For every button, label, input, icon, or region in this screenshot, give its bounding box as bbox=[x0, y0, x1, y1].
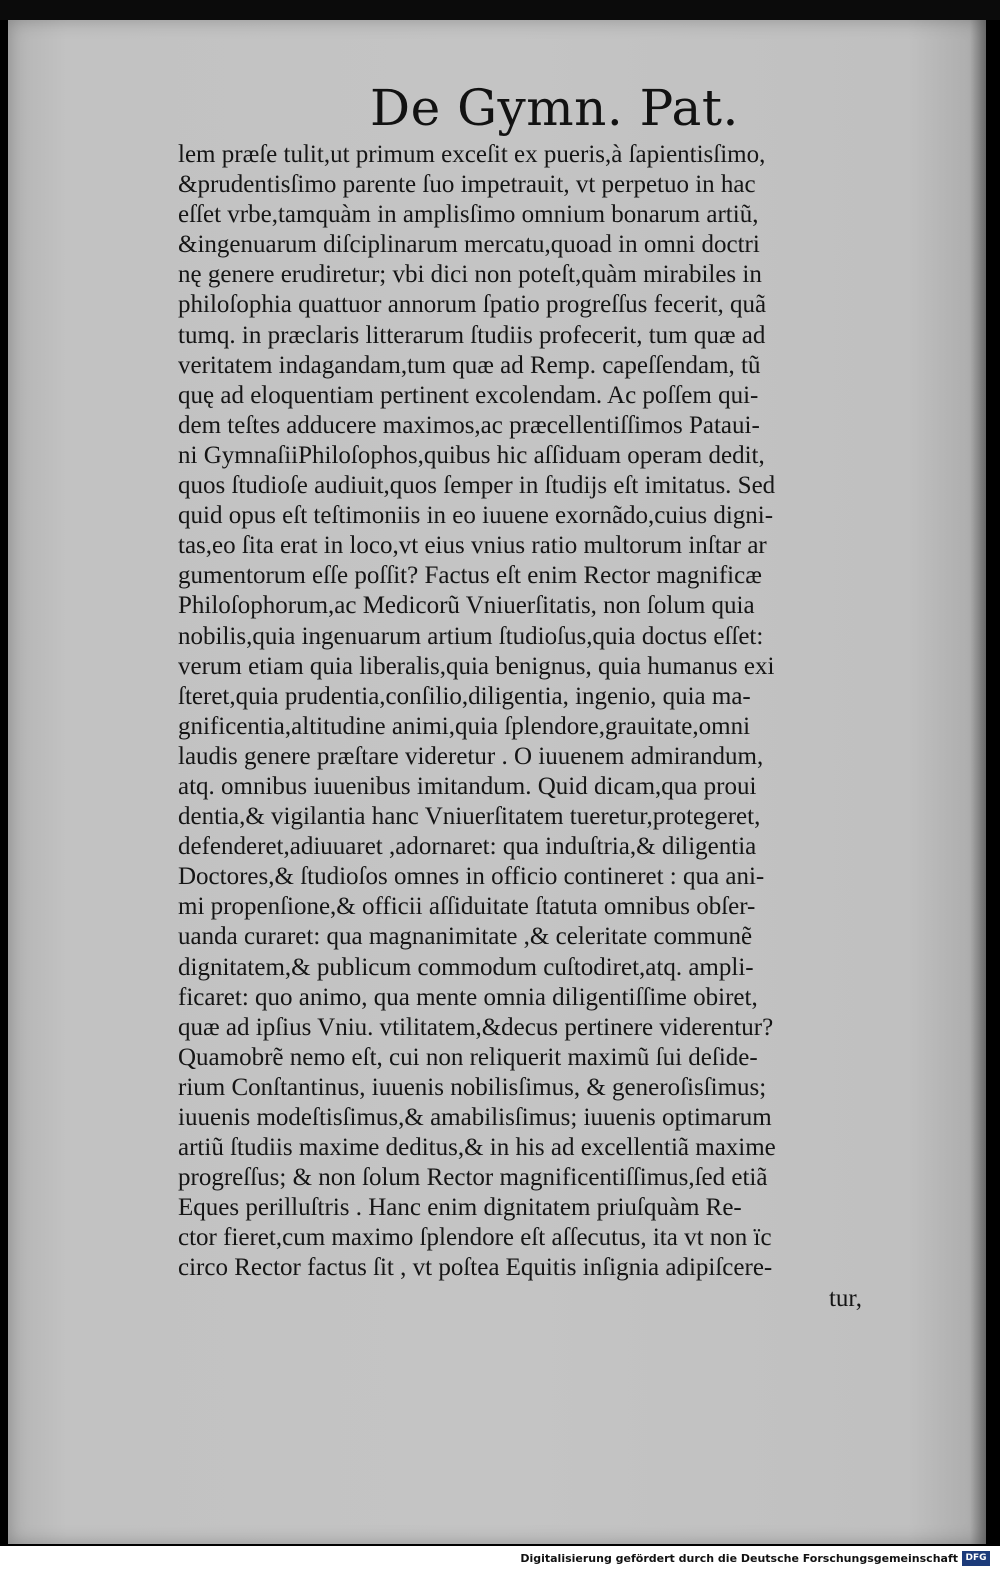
body-text bbox=[178, 140, 888, 1314]
text-line: atq. omnibus iuuenibus imitandum. Quid dicam,qua proui bbox=[178, 772, 757, 800]
text-line: gnificentia,altitudine animi,quia ſplendore,grauitate,omni bbox=[178, 712, 751, 740]
text-line: gumentorum eſſe poſſit? Factus eſt enim Rector magnificæ bbox=[178, 562, 762, 590]
dfg-logo-icon: DFG bbox=[962, 1551, 990, 1566]
text-line: ctor fieret,cum maximo ſplendore eſt aſſecutus, ita vt non ïc bbox=[178, 1224, 772, 1252]
text-line: nobilis,quia ingenuarum artium ſtudioſus,quia doctus eſſet: bbox=[178, 622, 764, 650]
text-line: uanda curaret: qua magnanimitate ,& celeritate communẽ bbox=[178, 923, 753, 951]
text-line: quæ ad ipſius Vniu. vtilitatem,&decus pertinere viderentur? bbox=[178, 1013, 774, 1041]
text-line: Eques perilluſtris . Hanc enim dignitatem priuſquàm Re- bbox=[178, 1194, 742, 1222]
text-line: quid opus eſt teſtimoniis in eo iuuene exornãdo,cuius digni- bbox=[178, 502, 774, 530]
text-line: Doctores,& ſtudioſos omnes in officio contineret : qua ani- bbox=[178, 863, 765, 891]
text-line: circo Rector factus ſit , vt poſtea Equitis inſignia adipiſcere- bbox=[178, 1254, 773, 1282]
text-line: Philoſophorum,ac Medicorũ Vniuerſitatis, non ſolum quia bbox=[178, 592, 755, 620]
text-line: ni GymnaſiiPhiloſophos,quibus hic aſſiduam operam dedit, bbox=[178, 441, 765, 469]
text-line: mi propenſione,& officii aſſiduitate ſtatuta omnibus obſer- bbox=[178, 893, 756, 921]
text-line: eſſet vrbe,tamquàm in amplisſimo omnium bonarum artiũ, bbox=[178, 201, 759, 229]
text-line: quę ad eloquentiam pertinent excolendam. Ac poſſem qui- bbox=[178, 381, 759, 409]
text-line: defenderet,adiuuaret ,adornaret: qua induſtria,& diligentia bbox=[178, 833, 757, 861]
scan-top-edge bbox=[0, 0, 1000, 20]
text-line: ſteret,quia prudentia,conſilio,diligentia, ingenio, quia ma- bbox=[178, 682, 751, 710]
text-line: rium Conſtantinus, iuuenis nobilisſimus, & generoſisſimus; bbox=[178, 1073, 767, 1101]
text-line: &prudentisſimo parente ſuo impetrauit, vt perpetuo in hac bbox=[178, 171, 756, 199]
text-line: &ingenuarum diſciplinarum mercatu,quoad in omni doctri bbox=[178, 231, 760, 259]
text-line: veritatem indagandam,tum quæ ad Remp. capeſſendam, tũ bbox=[178, 351, 761, 379]
text-line: dignitatem,& publicum commodum cuſtodiret,atq. ampli- bbox=[178, 953, 754, 981]
text-line: tas,eo ſita erat in loco,vt eius vnius ratio multorum inſtar ar bbox=[178, 532, 767, 560]
text-line: philoſophia quattuor annorum ſpatio progreſſus fecerit, quã bbox=[178, 291, 767, 319]
footer-credit: Digitalisierung gefördert durch die Deutsche Forschungsgemeinschaft bbox=[520, 1552, 958, 1565]
text-line: iuuenis modeſtisſimus,& amabilisſimus; iuuenis optimarum bbox=[178, 1104, 772, 1131]
text-line: verum etiam quia liberalis,quia benignus, quia humanus exi bbox=[178, 652, 775, 680]
text-line: nę genere erudiretur; vbi dici non poteſt,quàm mirabiles in bbox=[178, 261, 762, 289]
text-line: quos ſtudioſe audiuit,quos ſemper in ſtudijs eſt imitatus. Sed bbox=[178, 472, 776, 500]
running-head: De Gymn. Pat. bbox=[370, 79, 739, 137]
text-line: laudis genere præſtare videretur . O iuuenem admirandum, bbox=[178, 742, 764, 770]
catchword: tur, bbox=[828, 1284, 862, 1312]
text-line: Quamobrẽ nemo eſt, cui non reliquerit maximũ ſui deſide- bbox=[178, 1043, 758, 1071]
text-line: dem teſtes adducere maximos,ac præcellentiſſimos Pataui- bbox=[178, 411, 760, 439]
text-line: tumq. in præclaris litterarum ſtudiis profecerit, tum quæ ad bbox=[178, 321, 766, 349]
text-line: artiũ ſtudiis maxime deditus,& in his ad excellentiã maxime bbox=[178, 1134, 776, 1162]
text-line: dentia,& vigilantia hanc Vniuerſitatem tueretur,protegeret, bbox=[178, 803, 761, 831]
text-line: lem præſe tulit,ut primum exceſit ex pueris,à ſapientisſimo, bbox=[178, 141, 766, 168]
text-line: ficaret: quo animo, qua mente omnia diligentiſſime obiret, bbox=[178, 983, 758, 1011]
page-gutter-shadow bbox=[970, 20, 986, 1544]
text-line: progreſſus; & non ſolum Rector magnificentiſſimus,ſed etiã bbox=[178, 1164, 768, 1192]
